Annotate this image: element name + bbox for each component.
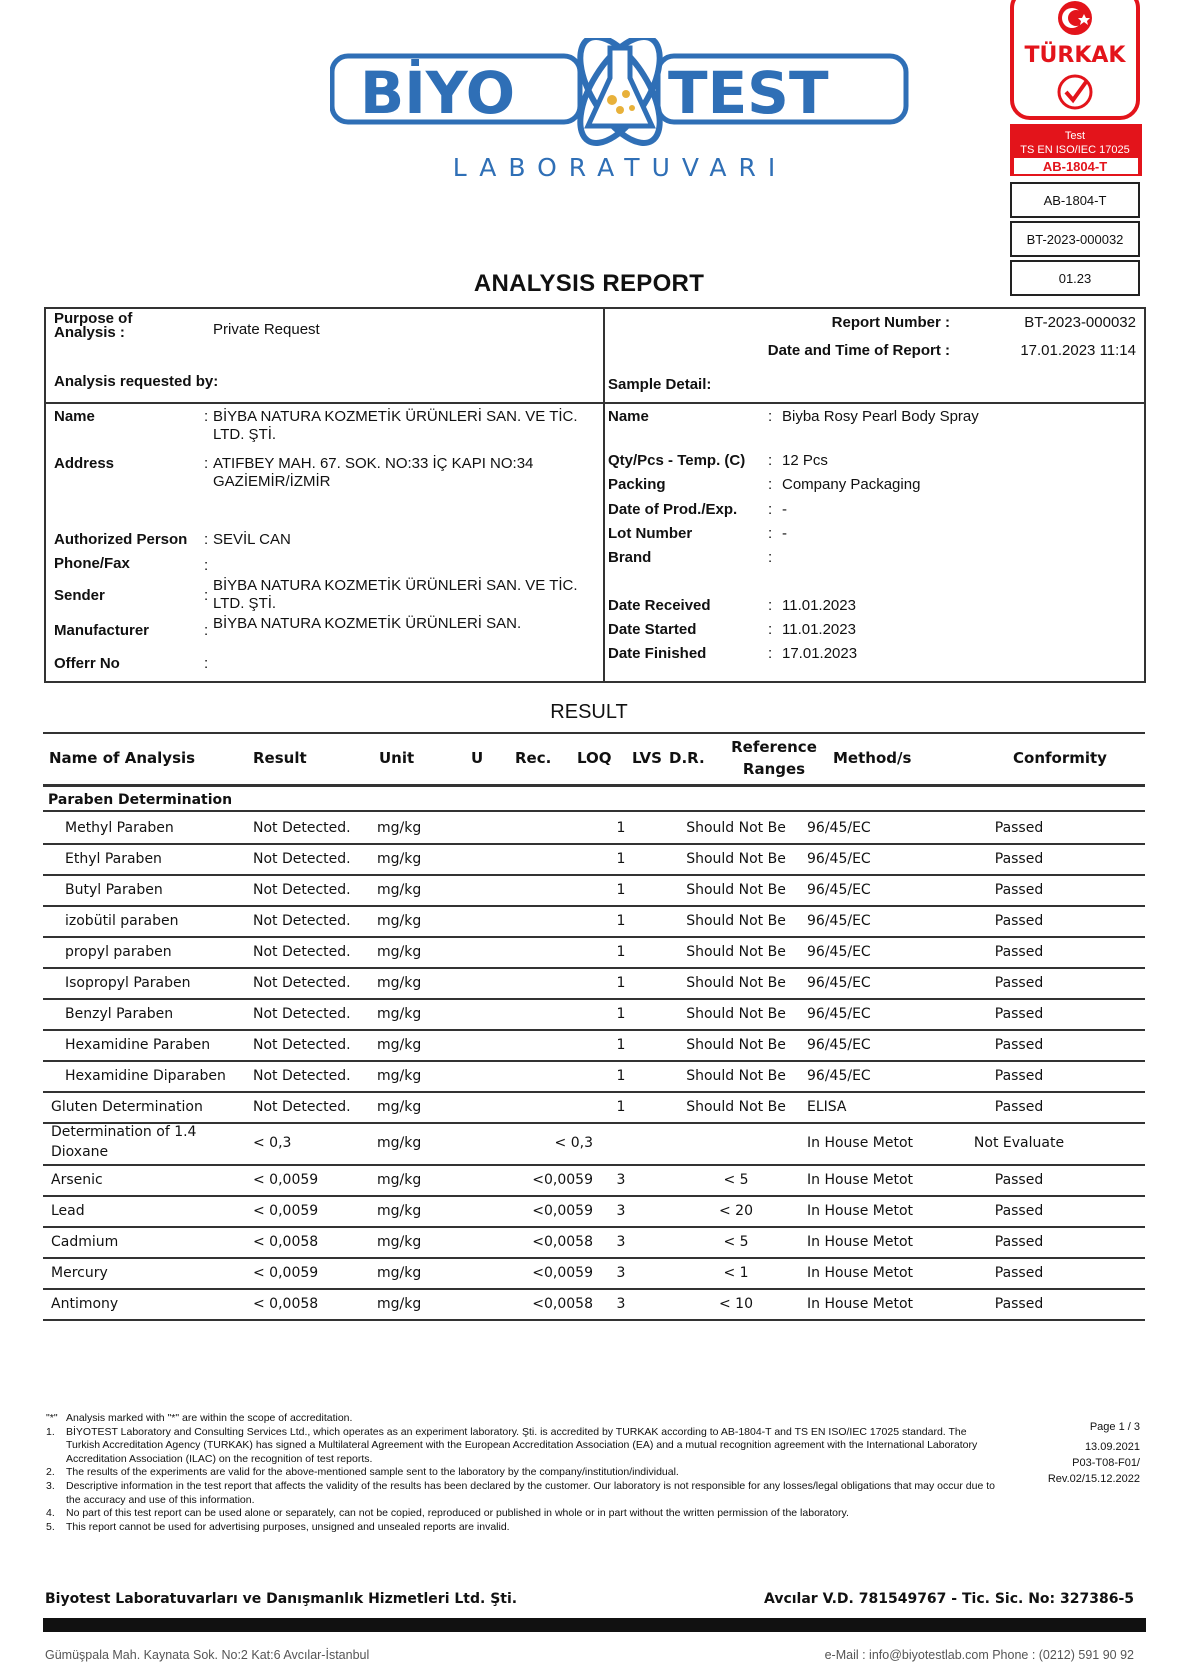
cell-ref: < 1 xyxy=(723,1265,749,1281)
form-revision: Rev.02/15.12.2022 xyxy=(1047,1473,1140,1485)
cell-unit: mg/kg xyxy=(377,1068,422,1084)
note-item xyxy=(46,1521,996,1535)
table-row xyxy=(43,998,1145,1031)
date-received-value: 11.01.2023 xyxy=(782,597,856,614)
cell-ref: < 5 xyxy=(723,1234,749,1250)
cell-result: Not Detected. xyxy=(253,1006,351,1022)
cell-conf: Passed xyxy=(994,1006,1044,1022)
cell-loq: <0,0058 xyxy=(532,1296,593,1312)
manufacturer-label: Manufacturer xyxy=(54,622,150,639)
cell-lvs: 3 xyxy=(616,1265,626,1281)
address-value-line2: GAZİEMİR/İZMİR xyxy=(213,473,331,490)
cell-lvs: 3 xyxy=(616,1203,626,1219)
cell-conf: Passed xyxy=(994,1172,1044,1188)
note-marker: 5. xyxy=(46,1520,55,1533)
cell-unit: mg/kg xyxy=(377,1099,422,1115)
footer-company: Biyotest Laboratuvarları ve Danışmanlık Hizmetleri Ltd. Şti. xyxy=(45,1591,518,1607)
purpose-value: Private Request xyxy=(213,321,320,338)
phone-label: Phone/Fax xyxy=(54,555,130,572)
note-item xyxy=(46,1426,996,1467)
cell-unit: mg/kg xyxy=(377,975,422,991)
cell-method: ELISA xyxy=(807,1099,847,1115)
biyotest-logo xyxy=(330,38,910,198)
cell-name: Isopropyl Paraben xyxy=(65,975,191,991)
cell-result: < 0,0059 xyxy=(253,1172,319,1188)
col-method: Method/s xyxy=(833,749,912,767)
page-info xyxy=(1010,1419,1140,1487)
col-ref-line2: Ranges xyxy=(742,760,806,778)
col-result: Result xyxy=(253,749,307,767)
note-text: BİYOTEST Laboratory and Consulting Services Ltd., which operates as an experiment laboratory. Şti. is accredited by TURKAK according to AB-1804-T and TS EN ISO/IEC 17025 standard. The Turkish Accreditation Agency (TURKAK) has signed a Multilateral Agreement with the European Accreditation Association (EA) and a mutual recognition agreement with the International Laboratory Accreditation Association (ILAC) on the recognition of test reports. xyxy=(66,1425,978,1465)
cell-name: Butyl Paraben xyxy=(65,882,163,898)
cell-result: Not Detected. xyxy=(253,1037,351,1053)
cell-result: Not Detected. xyxy=(253,913,351,929)
cell-loq: <0,0058 xyxy=(532,1234,593,1250)
col-name: Name of Analysis xyxy=(49,749,196,767)
cell-result: < 0,0058 xyxy=(253,1234,319,1250)
cell-name: Mercury xyxy=(51,1265,108,1281)
cell-ref: Should Not Be xyxy=(686,1099,786,1115)
footer-address: Gümüşpala Mah. Kaynata Sok. No:2 Kat:6 Avcılar-İstanbul xyxy=(45,1648,370,1662)
report-info-box: Purpose of Analysis : Private Request Analysis requested by: Report Number : BT-2023-000032 Date and Time of Report : 17.01.2023 11:14 Sample Detail: Name : BİYBA NATURA KOZMETİK ÜRÜNLERİ SAN. VE TİC. LTD. ŞTİ. Address : ATIFBEY MAH. 67. SOK. NO:33 İÇ KAPI NO:34 GAZİEMİR/İZMİR Authorized Person : SEVİL CAN Phone/Fax : Sender : BİYBA NATURA KOZMETİK ÜRÜNLERİ SAN. VE TİC. LTD. ŞTİ. Manufacturer : BİYBA NATURA KOZMETİK ÜRÜNLERİ SAN. Offerr No : Name : Biyba Rosy Pearl Body Spray Qty/Pcs - Temp. (C) : 12 Pcs Packing : Company Packaging Date of Prod./Exp. : - Lot Number : - Brand : Date Received : 11.01.2023 Date Started : 11.01.2023 Date Finished : 17.01.2023 xyxy=(44,307,1146,683)
result-heading: RESULT xyxy=(550,701,628,723)
table-row xyxy=(43,1091,1145,1124)
table-row xyxy=(43,1060,1145,1093)
cell-method: In House Metot xyxy=(807,1135,914,1151)
report-title: ANALYSIS REPORT xyxy=(473,270,705,297)
cell-lvs: 3 xyxy=(616,1172,626,1188)
footer-contact: e-Mail : info@biyotestlab.com Phone : (0212) 591 90 92 xyxy=(824,1648,1134,1662)
cell-name: Arsenic xyxy=(51,1172,103,1188)
cell-lvs: 3 xyxy=(616,1296,626,1312)
cell-method: 96/45/EC xyxy=(807,1068,871,1084)
cell-unit: mg/kg xyxy=(377,882,422,898)
svg-text:Test: Test xyxy=(1064,130,1086,142)
cell-loq: <0,0059 xyxy=(532,1172,593,1188)
table-row xyxy=(43,874,1145,907)
cell-lvs: 3 xyxy=(616,1234,626,1250)
purpose-label: Purpose of Analysis : xyxy=(54,310,133,341)
cell-lvs: 1 xyxy=(616,882,626,898)
qty-value: 12 Pcs xyxy=(782,452,828,469)
cell-ref: Should Not Be xyxy=(686,1006,786,1022)
cell-lvs: 1 xyxy=(616,820,626,836)
note-text: No part of this test report can be used alone or separately, can not be copied, reproduced or published in whole or in part without the written permission of the laboratory. xyxy=(66,1507,849,1520)
brand-label: Brand xyxy=(608,549,652,566)
cell-lvs: 1 xyxy=(616,851,626,867)
cell-result: < 0,0059 xyxy=(253,1203,319,1219)
table-row xyxy=(43,1288,1145,1321)
note-marker: "*" xyxy=(46,1412,58,1424)
cell-unit: mg/kg xyxy=(377,913,422,929)
cell-name: Antimony xyxy=(51,1296,119,1312)
cell-conf: Passed xyxy=(994,1068,1044,1084)
cell-lvs: 1 xyxy=(616,1099,626,1115)
report-date-label: Date and Time of Report : xyxy=(767,342,950,359)
cell-result: Not Detected. xyxy=(253,851,351,867)
col-u: U xyxy=(471,749,484,767)
cell-name: Gluten Determination xyxy=(51,1099,203,1115)
sample-name-value: Biyba Rosy Pearl Body Spray xyxy=(782,408,979,425)
table-row xyxy=(43,1122,1145,1166)
cell-unit: mg/kg xyxy=(377,1265,422,1281)
report-number-label: Report Number : xyxy=(831,314,950,331)
col-rec: Rec. xyxy=(515,749,552,767)
address-value-line1: ATIFBEY MAH. 67. SOK. NO:33 İÇ KAPI NO:34 xyxy=(213,455,534,472)
note-item xyxy=(46,1480,996,1507)
manufacturer-value: BİYBA NATURA KOZMETİK ÜRÜNLERİ SAN. xyxy=(213,615,522,632)
cell-result: Not Detected. xyxy=(253,882,351,898)
cell-method: In House Metot xyxy=(807,1203,914,1219)
cell-method: 96/45/EC xyxy=(807,944,871,960)
cell-ref: Should Not Be xyxy=(686,975,786,991)
table-row xyxy=(43,812,1145,845)
cell-ref: Should Not Be xyxy=(686,851,786,867)
requested-by-label: Analysis requested by: xyxy=(54,373,219,390)
cell-name: Cadmium xyxy=(51,1234,119,1250)
cell-conf: Passed xyxy=(994,1037,1044,1053)
cell-name: Ethyl Paraben xyxy=(65,851,162,867)
cell-result: Not Detected. xyxy=(253,820,351,836)
turkak-accreditation-badge xyxy=(1010,0,1142,180)
cell-result: < 0,0058 xyxy=(253,1296,319,1312)
sender-label: Sender xyxy=(54,587,105,604)
note-text: The results of the experiments are valid for the above-mentioned sample sent to the laboratory by the company/institution/individual. xyxy=(66,1466,679,1479)
cell-unit: mg/kg xyxy=(377,1172,422,1188)
table-row xyxy=(43,1029,1145,1062)
cell-ref: < 5 xyxy=(723,1172,749,1188)
form-code: P03-T08-F01/ xyxy=(1072,1457,1140,1469)
table-row xyxy=(43,936,1145,969)
cell-result: Not Detected. xyxy=(253,975,351,991)
cell-method: 96/45/EC xyxy=(807,820,871,836)
cell-unit: mg/kg xyxy=(377,1234,422,1250)
cell-conf: Passed xyxy=(994,1203,1044,1219)
cell-name: Hexamidine Diparaben xyxy=(65,1068,226,1084)
cell-conf: Passed xyxy=(994,1234,1044,1250)
cell-method: In House Metot xyxy=(807,1172,914,1188)
note-text: Descriptive information in the test report that affects the validity of the results has been declared by the customer. Our laboratory is not responsible for any losses/legal obligations that may occur due to the accuracy and use of this information. xyxy=(66,1479,995,1506)
offer-no-label: Offerr No xyxy=(54,655,120,672)
cell-conf: Passed xyxy=(994,913,1044,929)
table-row xyxy=(43,843,1145,876)
prod-exp-value: - xyxy=(782,501,787,518)
sample-name-label: Name xyxy=(608,408,649,425)
cell-result: < 0,3 xyxy=(253,1135,292,1151)
footer-tax-info: Avcılar V.D. 781549767 - Tic. Sic. No: 327386-5 xyxy=(764,1591,1134,1607)
cell-unit: mg/kg xyxy=(377,1006,422,1022)
qty-label: Qty/Pcs - Temp. (C) xyxy=(608,452,746,469)
logo-graphic xyxy=(330,38,910,198)
col-lvs: LVS xyxy=(632,749,662,767)
cell-ref: Should Not Be xyxy=(686,1037,786,1053)
cell-conf: Passed xyxy=(994,944,1044,960)
name-label: Name xyxy=(54,408,95,425)
cell-name: izobütil paraben xyxy=(65,913,179,929)
authorized-person-label: Authorized Person xyxy=(54,531,188,548)
note-marker: 3. xyxy=(46,1479,55,1492)
cell-conf: Not Evaluate xyxy=(973,1135,1065,1151)
cell-method: 96/45/EC xyxy=(807,975,871,991)
cell-result: < 0,0059 xyxy=(253,1265,319,1281)
lot-number-value: - xyxy=(782,525,787,542)
note-text: This report cannot be used for advertising purposes, unsigned and unsealed reports are invalid. xyxy=(66,1520,510,1533)
accreditation-code-box: AB-1804-T xyxy=(1010,182,1140,218)
cell-result: Not Detected. xyxy=(253,1099,351,1115)
note-item xyxy=(46,1466,996,1480)
page-number: Page 1 / 3 xyxy=(1089,1421,1140,1433)
cell-result: Not Detected. xyxy=(253,1068,351,1084)
note-item xyxy=(46,1507,996,1521)
svg-text:TÜRKAK: TÜRKAK xyxy=(1024,43,1126,68)
cell-ref: Should Not Be xyxy=(686,820,786,836)
note-text: Analysis marked with "*" are within the scope of accreditation. xyxy=(66,1412,353,1424)
svg-text:AB-1804-T: AB-1804-T xyxy=(1042,159,1108,174)
sender-value-line2: LTD. ŞTİ. xyxy=(213,595,277,612)
cell-loq: <0,0059 xyxy=(532,1203,593,1219)
cell-unit: mg/kg xyxy=(377,820,422,836)
name-value-line2: LTD. ŞTİ. xyxy=(213,426,277,443)
col-dr: D.R. xyxy=(669,749,705,767)
date-started-label: Date Started xyxy=(608,621,697,638)
cell-ref: Should Not Be xyxy=(686,944,786,960)
authorized-person-value: SEVİL CAN xyxy=(213,531,291,548)
cell-name: Benzyl Paraben xyxy=(65,1006,174,1022)
cell-method: 96/45/EC xyxy=(807,882,871,898)
cell-conf: Passed xyxy=(994,1099,1044,1115)
report-notes xyxy=(46,1412,996,1534)
prod-exp-label: Date of Prod./Exp. xyxy=(608,501,738,518)
cell-unit: mg/kg xyxy=(377,1203,422,1219)
col-ref-line1: Reference xyxy=(731,738,817,756)
cell-method: 96/45/EC xyxy=(807,1037,871,1053)
cell-method: In House Metot xyxy=(807,1296,914,1312)
report-date-value: 17.01.2023 11:14 xyxy=(1020,342,1136,359)
cell-name: Lead xyxy=(51,1203,85,1219)
svg-text:TEST: TEST xyxy=(668,59,829,127)
report-period-box: 01.23 xyxy=(1010,260,1140,296)
table-row xyxy=(43,967,1145,1000)
cell-unit: mg/kg xyxy=(377,1296,422,1312)
table-row xyxy=(43,1195,1145,1228)
footer-divider xyxy=(43,1618,1146,1632)
table-row xyxy=(43,905,1145,938)
cell-lvs: 1 xyxy=(616,1037,626,1053)
cell-ref: < 10 xyxy=(719,1296,753,1312)
paraben-section-label: Paraben Determination xyxy=(48,792,233,808)
address-label: Address xyxy=(54,455,115,472)
cell-name: propyl paraben xyxy=(65,944,172,960)
sample-detail-label: Sample Detail: xyxy=(608,376,712,393)
table-row xyxy=(43,1257,1145,1290)
col-unit: Unit xyxy=(379,749,415,767)
cell-conf: Passed xyxy=(994,851,1044,867)
sender-value-line1: BİYBA NATURA KOZMETİK ÜRÜNLERİ SAN. VE TİC. xyxy=(213,577,578,594)
cell-lvs: 1 xyxy=(616,913,626,929)
packing-value: Company Packaging xyxy=(782,476,921,493)
svg-text:BİYO: BİYO xyxy=(360,59,516,127)
col-loq: LOQ xyxy=(577,749,612,767)
date-finished-value: 17.01.2023 xyxy=(782,645,858,662)
cell-conf: Passed xyxy=(994,1296,1044,1312)
cell-ref: < 20 xyxy=(719,1203,753,1219)
table-row xyxy=(43,1164,1145,1197)
cell-loq: <0,0059 xyxy=(532,1265,593,1281)
cell-loq: < 0,3 xyxy=(554,1135,593,1151)
cell-lvs: 1 xyxy=(616,1068,626,1084)
col-conformity: Conformity xyxy=(1013,749,1107,767)
cell-method: In House Metot xyxy=(807,1234,914,1250)
cell-unit: mg/kg xyxy=(377,1037,422,1053)
cell-name: Hexamidine Paraben xyxy=(65,1037,211,1053)
cell-unit: mg/kg xyxy=(377,1135,422,1151)
date-received-label: Date Received xyxy=(608,597,711,614)
cell-method: In House Metot xyxy=(807,1265,914,1281)
cell-lvs: 1 xyxy=(616,944,626,960)
form-date: 13.09.2021 xyxy=(1084,1441,1140,1453)
cell-lvs: 1 xyxy=(616,1006,626,1022)
report-number-value: BT-2023-000032 xyxy=(1024,314,1136,331)
note-marker: 4. xyxy=(46,1507,55,1520)
cell-ref: Should Not Be xyxy=(686,1068,786,1084)
cell-name: Methyl Paraben xyxy=(65,820,174,836)
cell-unit: mg/kg xyxy=(377,944,422,960)
note-item xyxy=(46,1412,996,1426)
cell-method: 96/45/EC xyxy=(807,913,871,929)
svg-text:TS EN ISO/IEC 17025: TS EN ISO/IEC 17025 xyxy=(1020,144,1130,156)
cell-unit: mg/kg xyxy=(377,851,422,867)
report-number-box: BT-2023-000032 xyxy=(1010,221,1140,257)
note-marker: 1. xyxy=(46,1425,55,1438)
results-table-header xyxy=(43,732,1145,787)
cell-name-line2: Dioxane xyxy=(51,1144,109,1160)
svg-text:LABORATUVARI: LABORATUVARI xyxy=(452,153,788,182)
cell-name: Determination of 1.4 xyxy=(51,1124,197,1140)
packing-label: Packing xyxy=(608,476,666,493)
note-marker: 2. xyxy=(46,1466,55,1479)
cell-conf: Passed xyxy=(994,882,1044,898)
name-value-line1: BİYBA NATURA KOZMETİK ÜRÜNLERİ SAN. VE TİC. xyxy=(213,408,578,425)
cell-conf: Passed xyxy=(994,975,1044,991)
cell-ref: Should Not Be xyxy=(686,882,786,898)
cell-method: 96/45/EC xyxy=(807,1006,871,1022)
date-finished-label: Date Finished xyxy=(608,645,707,662)
cell-result: Not Detected. xyxy=(253,944,351,960)
cell-ref: Should Not Be xyxy=(686,913,786,929)
cell-lvs: 1 xyxy=(616,975,626,991)
date-started-value: 11.01.2023 xyxy=(782,621,856,638)
cell-conf: Passed xyxy=(994,1265,1044,1281)
table-row xyxy=(43,1226,1145,1259)
cell-method: 96/45/EC xyxy=(807,851,871,867)
cell-conf: Passed xyxy=(994,820,1044,836)
lot-number-label: Lot Number xyxy=(608,525,693,542)
